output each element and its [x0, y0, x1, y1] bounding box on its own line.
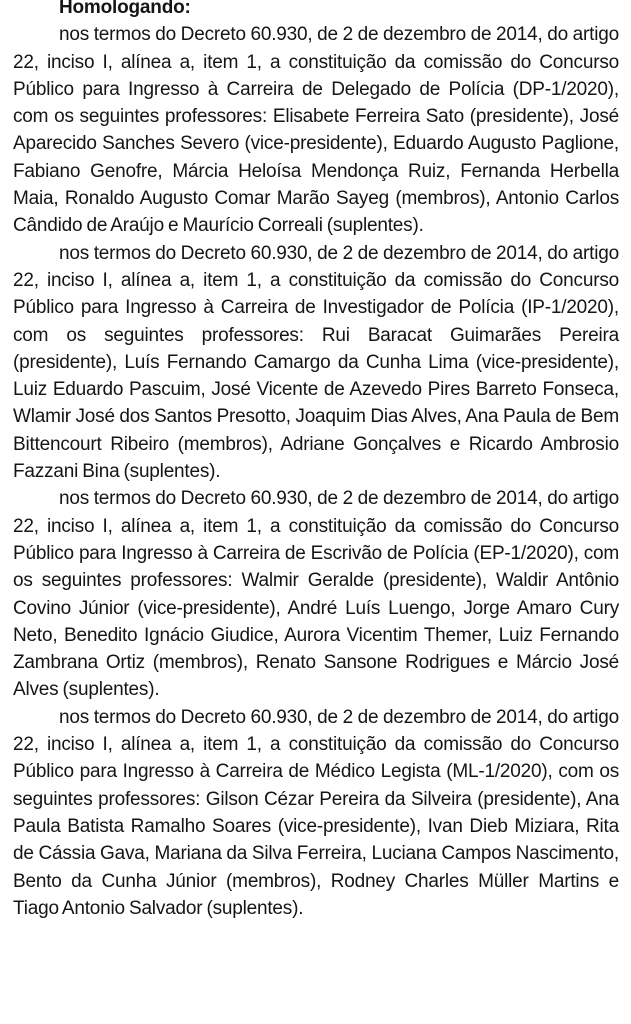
commission-paragraph-escrivao: nos termos do Decreto 60.930, de 2 de dezembro de 2014, do artigo 22, inciso I, alínea a, item 1, a constituição da comissão do Concurso Público para Ingresso à Carreira de Escrivão de Polícia (EP-1/2020), com os seguintes professores: Walmir Geralde (presidente), Waldir Antônio Covino Júnior (vice-presidente), André Luís Luengo, Jorge Amaro Cury Neto, Benedito Ignácio Giudice, Aurora Vicentim Themer, Luiz Fernando Zambrana Ortiz (membros), Renato Sansone Rodrigues e Márcio José Alves (suplentes).: [13, 488, 619, 701]
commission-paragraph-medico-legista: nos termos do Decreto 60.930, de 2 de dezembro de 2014, do artigo 22, inciso I, alínea a, item 1, a constituição da comissão do Concurso Público para Ingresso à Carreira de Médico Legista (ML-1/2020), com os seguintes professores: Gilson Cézar Pereira da Silveira (presidente), Ana Paula Batista Ramalho Soares (vice-presidente), Ivan Dieb Miziara, Rita de Cássia Gava, Mariana da Silva Ferreira, Luciana Campos Nascimento, Bento da Cunha Júnior (membros), Rodney Charles Müller Martins e Tiago Antonio Salvador (suplentes).: [13, 706, 619, 919]
document-body: [13, 0, 619, 922]
commission-paragraph-delegado: nos termos do Decreto 60.930, de 2 de dezembro de 2014, do artigo 22, inciso I, alínea a, item 1, a constituição da comissão do Concurso Público para Ingresso à Carreira de Delegado de Polícia (DP-1/2020), com os seguintes professores: Elisabete Ferreira Sato (presidente), José Aparecido Sanches Severo (vice-presidente), Eduardo Augusto Paglione, Fabiano Genofre, Márcia Heloísa Mendonça Ruiz, Fernanda Herbella Maia, Ronaldo Augusto Comar Marão Sayeg (membros), Antonio Carlos Cândido de Araújo e Maurício Correali (suplentes).: [13, 24, 619, 237]
section-heading: Homologando:: [59, 0, 191, 18]
commission-paragraph-investigador: nos termos do Decreto 60.930, de 2 de dezembro de 2014, do artigo 22, inciso I, alínea a, item 1, a constituição da comissão do Concurso Público para Ingresso à Carreira de Investigador de Polícia (IP-1/2020), com os seguintes professores: Rui Baracat Guimarães Pereira (presidente), Luís Fernando Camargo da Cunha Lima (vice-presidente), Luiz Eduardo Pascuim, José Vicente de Azevedo Pires Barreto Fonseca, Wlamir José dos Santos Presotto, Joaquim Dias Alves, Ana Paula de Bem Bittencourt Ribeiro (membros), Adriane Gonçalves e Ricardo Ambrosio Fazzani Bina (suplentes).: [13, 242, 619, 483]
